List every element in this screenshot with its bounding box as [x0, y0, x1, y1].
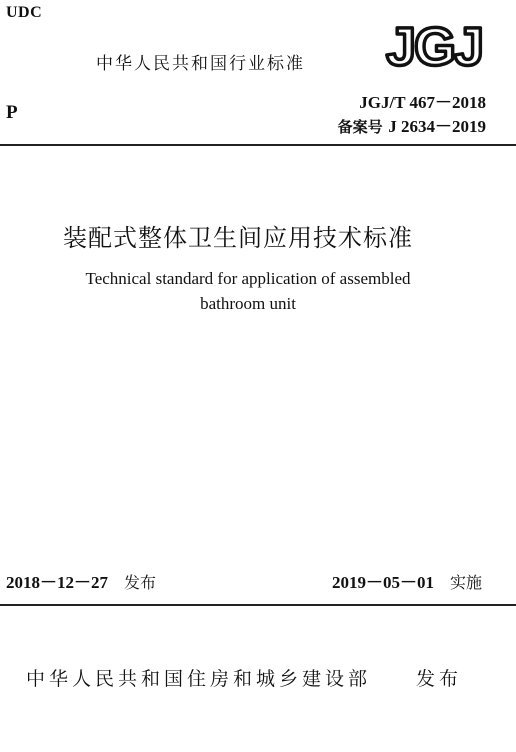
record-value: J 2634－2019	[388, 117, 486, 136]
title-english-line1: Technical standard for application of assembled	[85, 269, 411, 288]
title-chinese: 装配式整体卫生间应用技术标准	[63, 224, 413, 252]
publisher-org: 中华人民共和国住房和城乡建设部	[26, 668, 372, 690]
standard-series: 中华人民共和国行业标准	[96, 54, 305, 74]
svg-text:JGJ: JGJ	[385, 20, 483, 70]
top-divider	[0, 144, 516, 146]
title-english-line2: bathroom unit	[200, 294, 296, 313]
jgj-logo	[384, 20, 484, 70]
implement-label: 实施	[449, 573, 482, 592]
category-code: P	[6, 102, 18, 123]
publisher-action: 发布	[416, 668, 463, 690]
standard-number: JGJ/T 467－2018	[359, 93, 486, 112]
record-label: 备案号	[337, 118, 383, 136]
udc-label: UDC	[6, 4, 43, 21]
implement-date: 2019－05－01	[331, 573, 434, 592]
issue-label: 发布	[124, 573, 157, 592]
implement-date-row	[332, 568, 482, 593]
record-number	[338, 112, 486, 137]
title-english	[0, 266, 516, 316]
issue-date-row	[6, 568, 156, 593]
issue-date: 2018－12－27	[6, 573, 108, 592]
bottom-divider	[0, 604, 516, 606]
